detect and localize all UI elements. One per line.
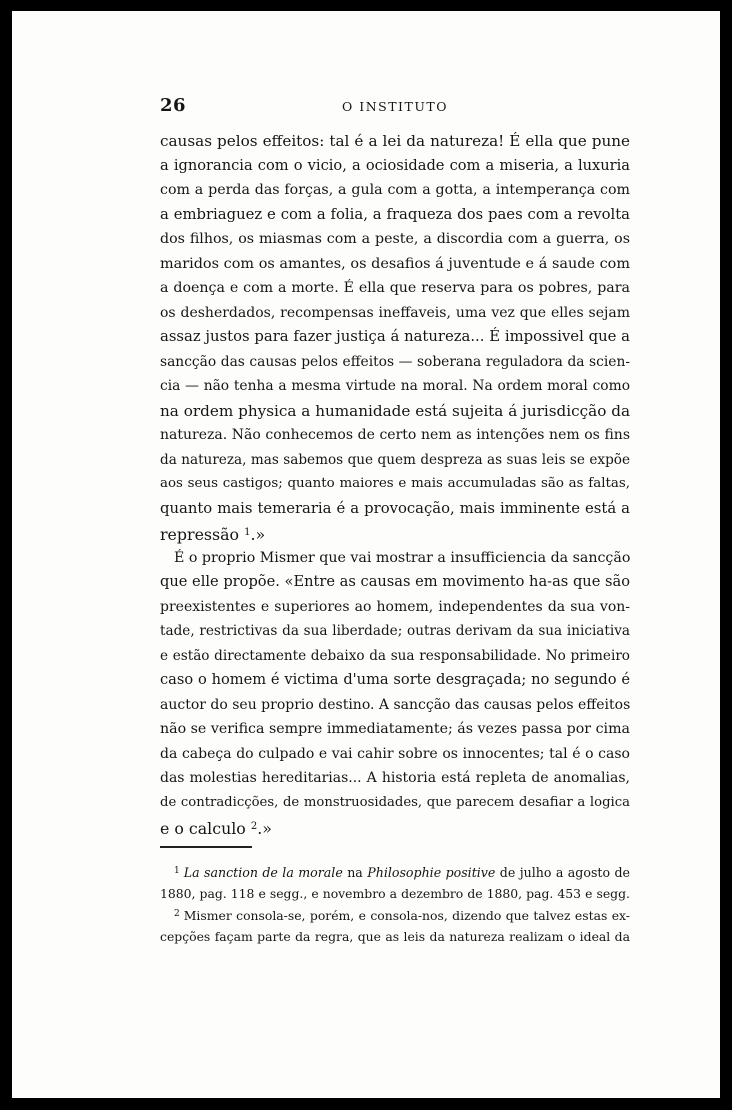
text-line: sancção das causas pelos effeitos — soberana reguladora da scien- [160, 353, 630, 370]
footnote-number: 1 [174, 866, 180, 876]
footnote-number: 2 [174, 909, 180, 919]
text-fragment: na [342, 865, 368, 880]
text-line: das molestias hereditarias... A historia está repleta de anomalias, [160, 770, 630, 786]
text-line: da cabeça do culpado e vai cahir sobre os innocentes; tal é o caso [160, 745, 630, 762]
text-line: É o proprio Mismer que vai mostrar a insufficiencia da sancção [174, 549, 631, 566]
text-line: assaz justos para fazer justiça á natureza... É impossivel que a [160, 328, 630, 345]
text-line: maridos com os amantes, os desafios á juventude e á saude com [160, 255, 630, 272]
body-text [160, 129, 630, 840]
book-page [12, 11, 720, 1098]
text-fragment: e o calculo [160, 819, 246, 838]
text-line: causas pelos effeitos: tal é a lei da natureza! É ella que pune [160, 132, 630, 150]
text-line: que elle propõe. «Entre as causas em movimento ha-as que são [160, 573, 630, 590]
text-line: os desherdados, recompensas ineffaveis, uma vez que elles sejam [160, 304, 630, 321]
running-title: O INSTITUTO [342, 99, 448, 114]
text-line: aos seus castigos; quanto maiores e mais accumuladas são as faltas, [160, 476, 630, 491]
text-fragment: Mismer consola-se, porém, e consola-nos, dizendo que talvez estas ex- [183, 908, 630, 923]
text-line: a embriaguez e com a folia, a fraqueza dos paes com a revolta [160, 205, 630, 223]
footnote-1-line-2: 1880, pag. 118 e segg., e novembro a dezembro de 1880, pag. 453 e segg. [160, 885, 630, 901]
text-line [160, 815, 630, 840]
footnote-ref-2[interactable]: 2 [250, 821, 258, 832]
text-line: caso o homem é victima d'uma sorte desgraçada; no segundo é [160, 671, 630, 688]
text-fragment: repressão [160, 525, 240, 544]
footnote-ref-1[interactable]: 1 [244, 527, 251, 538]
text-line: na ordem physica a humanidade está sujeita á jurisdicção da [160, 401, 630, 420]
closing-quote: .» [250, 525, 266, 544]
text-line: natureza. Não conhecemos de certo nem as intenções nem os fins [160, 427, 630, 443]
text-line: auctor do seu proprio destino. A sancção das causas pelos effeitos [160, 696, 631, 713]
text-fragment: de julho a agosto de [495, 865, 630, 880]
text-line: com a perda das forças, a gula com a gotta, a intemperança com [160, 182, 630, 198]
footnote-divider [160, 846, 252, 848]
page-number: 26 [160, 95, 187, 116]
footnotes [160, 861, 630, 947]
running-head [160, 95, 630, 119]
cited-work-title: La sanction de la morale [183, 865, 343, 880]
footnote-2-line-2: cepções façam parte da regra, que as leis da natureza realizam o ideal da [160, 928, 630, 944]
text-line: não se verifica sempre immediatamente; ás vezes passa por cima [160, 721, 630, 737]
text-line: preexistentes e superiores ao homem, independentes da sua von- [160, 598, 630, 615]
text-line: dos filhos, os miasmas com a peste, a discordia com a guerra, os [160, 231, 630, 247]
text-line: de contradicções, de monstruosidades, que parecem desafiar a logica [160, 794, 630, 810]
text-line: quanto mais temeraria é a provocação, mais imminente está a [160, 499, 630, 517]
text-line: tade, restrictivas da sua liberdade; outras derivam da sua iniciativa [160, 623, 630, 639]
text-line: a doença e com a morte. É ella que reserva para os pobres, para [160, 280, 630, 296]
footnote-2-line-1 [160, 904, 630, 926]
text-line [160, 521, 630, 546]
text-line: e estão directamente debaixo da sua responsabilidade. No primeiro [160, 647, 630, 664]
closing-quote: .» [257, 819, 272, 838]
text-line: a ignorancia com o vicio, a ociosidade com a miseria, a luxuria [160, 156, 630, 174]
footnote-1-line-1 [160, 861, 630, 883]
text-line: da natureza, mas sabemos que quem despreza as suas leis se expõe [160, 451, 630, 468]
text-line: cia — não tenha a mesma virtude na moral. Na ordem moral como [160, 378, 630, 394]
journal-title: Philosophie positive [367, 865, 496, 880]
